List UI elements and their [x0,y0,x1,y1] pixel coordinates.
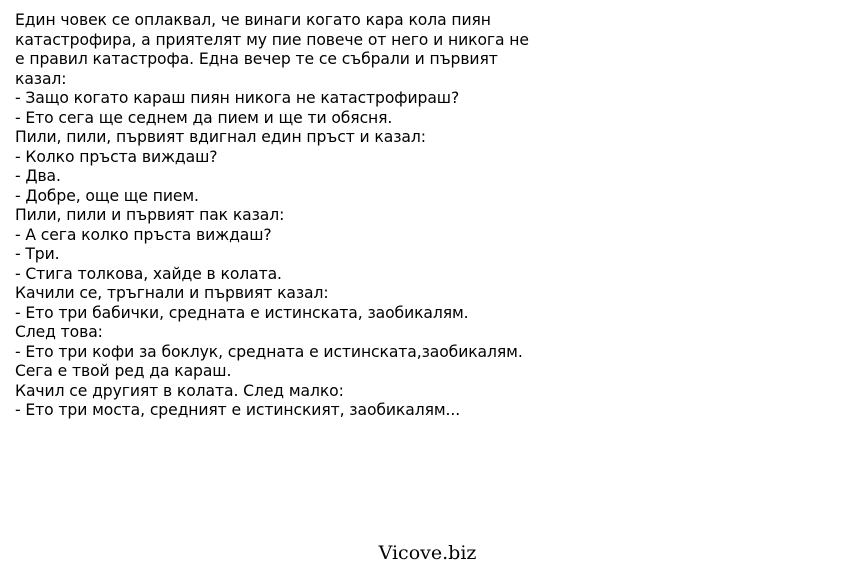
joke-line: е правил катастрофа. Една вечер те се събрали и първият [15,50,498,68]
joke-line: - Колко пръста виждаш? [15,147,218,166]
joke-line: - Ето три моста, средният е истинският, заобикалям... [15,401,461,419]
site-watermark: Vicove.biz [378,542,477,564]
joke-line: - Ето три кофи за боклук, средната е истинската,заобикалям. [15,342,523,361]
joke-line: Качил се другият в колата. След малко: [15,381,344,400]
joke-line: - Защо когато караш пиян никога не катастрофираш? [15,89,460,107]
joke-line: - Ето три бабички, средната е истинската, заобикалям. [15,303,469,322]
joke-line: катастрофира, а приятелят му пие повече от него и никога не [15,30,529,49]
joke-line: Един човек се оплаквал, че винаги когато кара кола пиян [15,11,491,29]
joke-line: Пили, пили и първият пак казал: [15,206,285,224]
joke-line: - Два. [15,167,61,185]
joke-line: - А сега колко пръста виждаш? [15,225,272,244]
joke-line: - Добре, още ще пием. [15,186,199,205]
joke-line: След това: [15,323,103,341]
joke-line: Пили, пили, първият вдигнал един пръст и казал: [15,128,426,146]
joke-line: Качили се, тръгнали и първият казал: [15,284,329,302]
joke-text [15,11,855,421]
joke-line: казал: [15,69,67,88]
joke-line: - Три. [15,245,60,263]
joke-line: - Ето сега ще седнем да пием и ще ти обясня. [15,108,393,127]
joke-line: Сега е твой ред да караш. [15,362,232,380]
joke-line: - Стига толкова, хайде в колата. [15,264,282,283]
